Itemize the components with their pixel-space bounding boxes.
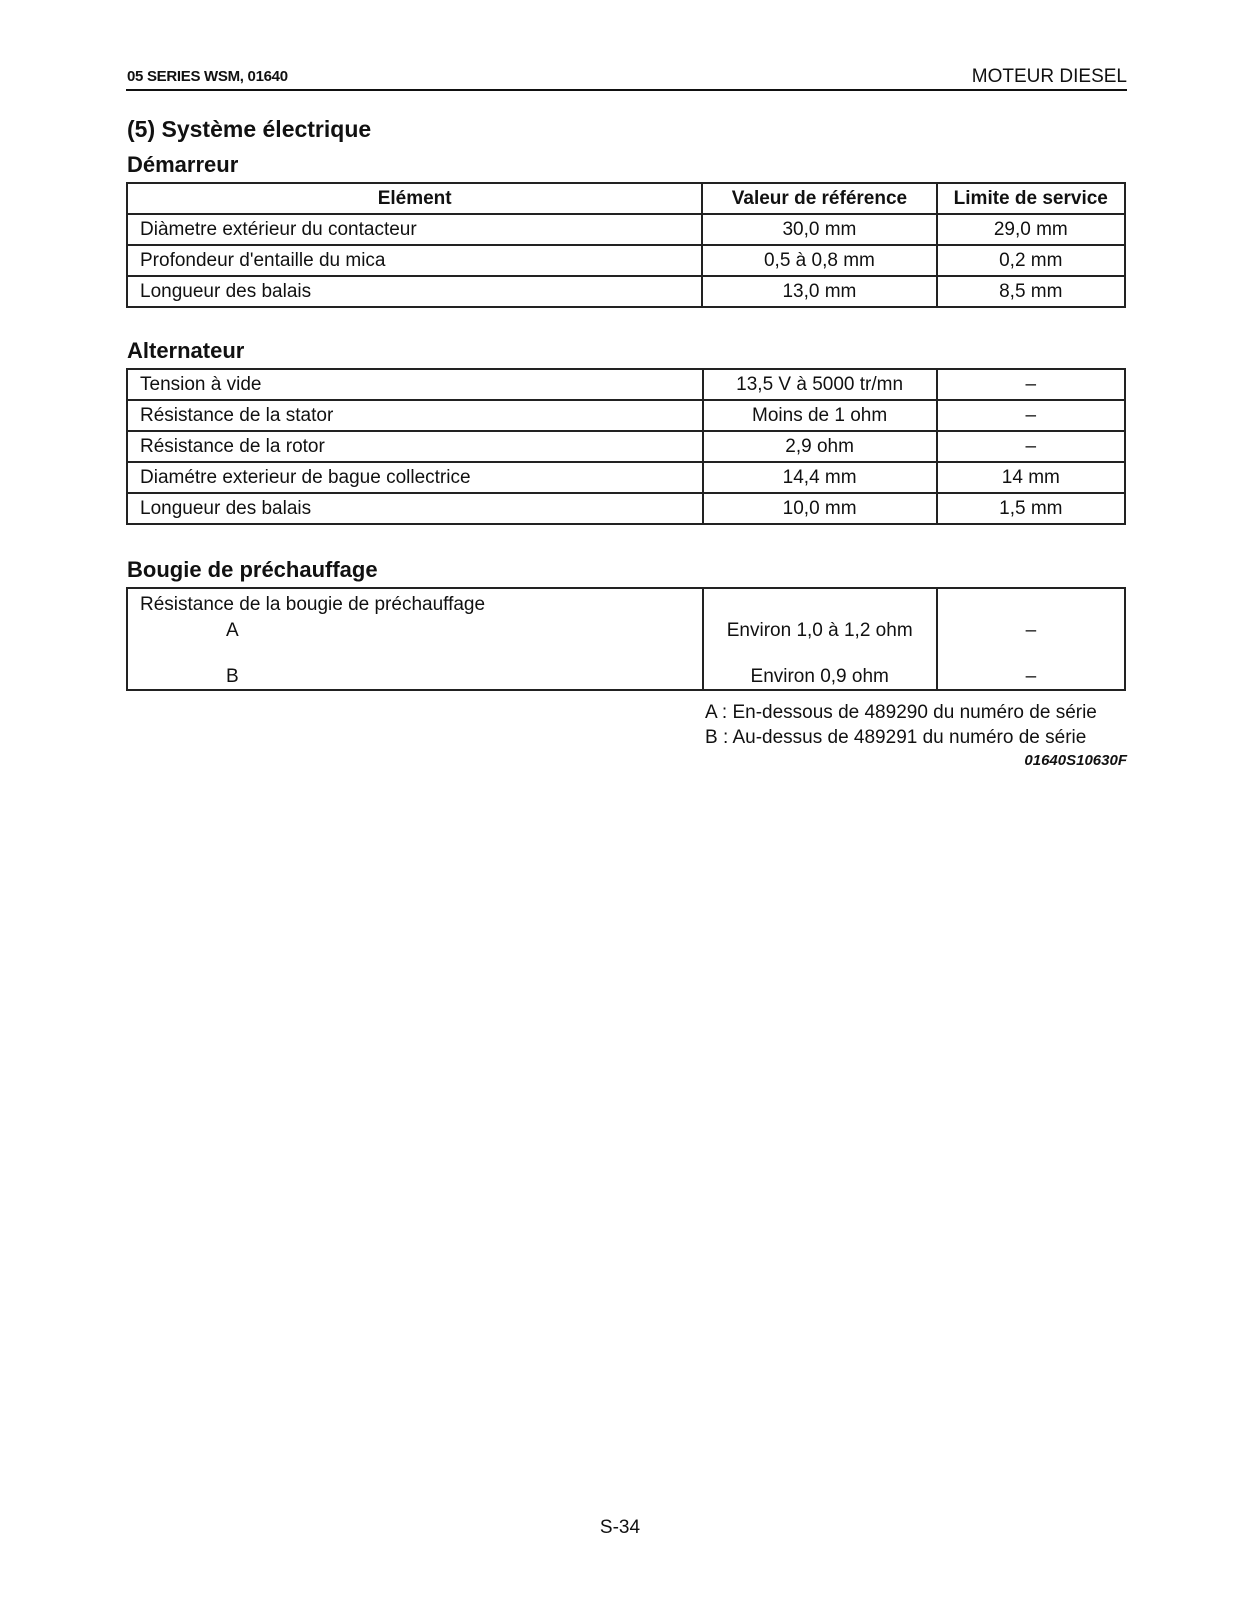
table-row [127, 214, 1125, 245]
document-code: 01640S10630F [1024, 752, 1127, 769]
table-row [127, 588, 1125, 690]
starter-title: Démarreur [127, 152, 239, 177]
table-cell: 14,4 mm [703, 462, 937, 493]
variant-limit: – [1025, 620, 1037, 641]
table-cell: Moins de 1 ohm [703, 400, 937, 431]
table-cell [937, 588, 1125, 690]
page-number: S-34 [599, 1517, 641, 1538]
glow-plug-item: Résistance de la bougie de préchauffage [140, 594, 486, 615]
table-row [127, 462, 1125, 493]
table-cell: – [937, 369, 1125, 400]
section-title: (5) Système électrique [127, 116, 372, 142]
table-cell: 1,5 mm [937, 493, 1125, 524]
table-cell: 0,2 mm [937, 245, 1125, 276]
note-line: B : Au-dessus de 489291 du numéro de série [705, 727, 1087, 748]
starter-table [126, 182, 1126, 308]
table-cell: 29,0 mm [937, 214, 1125, 245]
table-cell: Résistance de la rotor [127, 431, 703, 462]
table-cell: 2,9 ohm [703, 431, 937, 462]
table-cell: 30,0 mm [702, 214, 936, 245]
column-header: Limite de service [937, 183, 1125, 214]
table-cell: 13,5 V à 5000 tr/mn [703, 369, 937, 400]
table-cell: Tension à vide [127, 369, 703, 400]
table-cell: – [937, 400, 1125, 431]
table-cell: 8,5 mm [937, 276, 1125, 307]
variant-value: Environ 1,0 à 1,2 ohm [726, 620, 913, 641]
glow-plug-table [126, 587, 1126, 691]
header-rule [126, 89, 1127, 91]
table-cell: Profondeur d'entaille du mica [127, 245, 702, 276]
table-cell: Longueur des balais [127, 493, 703, 524]
table-cell [127, 588, 703, 690]
alternator-table [126, 368, 1126, 525]
table-cell: 10,0 mm [703, 493, 937, 524]
table-row [127, 431, 1125, 462]
table-cell: Résistance de la stator [127, 400, 703, 431]
glow-plug-title: Bougie de préchauffage [127, 557, 378, 582]
table-cell: 0,5 à 0,8 mm [702, 245, 936, 276]
alternator-title: Alternateur [127, 338, 245, 363]
header-left: 05 SERIES WSM, 01640 [127, 68, 288, 85]
table-row [127, 276, 1125, 307]
table-row [127, 493, 1125, 524]
table-row [127, 400, 1125, 431]
table-cell: – [937, 431, 1125, 462]
table-cell: Diàmetre extérieur du contacteur [127, 214, 702, 245]
variant-label: B [226, 666, 239, 687]
variant-value: Environ 0,9 ohm [750, 666, 889, 687]
table-cell [703, 588, 937, 690]
variant-label: A [226, 620, 239, 641]
header-right: MOTEUR DIESEL [971, 66, 1127, 87]
column-header: Valeur de référence [702, 183, 936, 214]
table-cell: 14 mm [937, 462, 1125, 493]
column-header: Elément [127, 183, 702, 214]
table-cell: Diamétre exterieur de bague collectrice [127, 462, 703, 493]
table-row [127, 369, 1125, 400]
table-cell: Longueur des balais [127, 276, 702, 307]
serial-notes [705, 700, 1097, 750]
note-line: A : En-dessous de 489290 du numéro de série [705, 702, 1097, 723]
table-header-row [127, 183, 1125, 214]
variant-limit: – [1025, 666, 1037, 687]
table-cell: 13,0 mm [702, 276, 936, 307]
table-row [127, 245, 1125, 276]
